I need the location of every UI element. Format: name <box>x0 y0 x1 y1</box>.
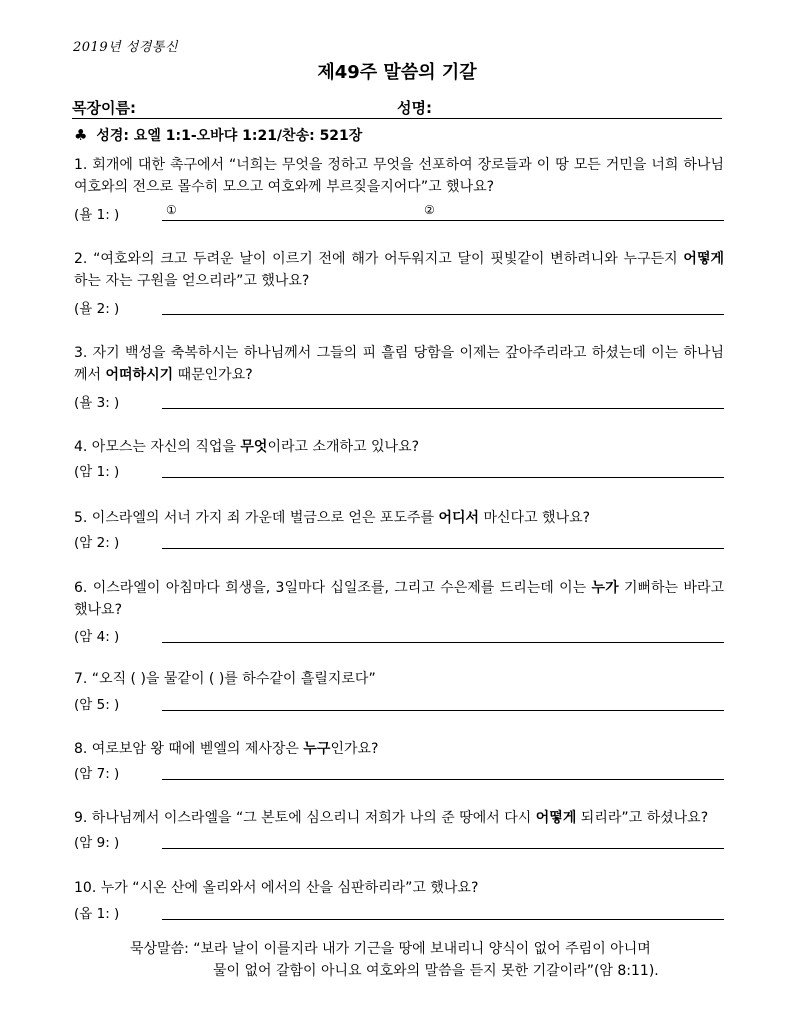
page-title: 제49주 말씀의 기갈 <box>317 62 477 83</box>
memory-verse-line-1: 묵상말씀: “보라 날이 이를지라 내가 기근을 땅에 보내리니 양식이 없어 주림이 아니며 <box>130 941 651 957</box>
answer-3 <box>74 391 724 411</box>
question-5-text-a: 5. 이스라엘의 서너 가지 죄 가운데 벌금으로 얻은 포도주를 <box>74 510 439 526</box>
answer-4 <box>74 460 724 480</box>
answer-3-ref: (욜 3: ) <box>74 395 120 411</box>
answer-1-mark-1: ① <box>166 203 177 217</box>
answer-6-ref: (암 4: ) <box>74 629 120 645</box>
question-4-text-b: 이라고 소개하고 있나요? <box>267 439 420 455</box>
question-3-text-b: 때문인가요? <box>173 367 253 383</box>
answer-10-line[interactable] <box>162 919 724 920</box>
question-6-emphasis: 누가 <box>591 580 619 596</box>
question-5-emphasis: 어디서 <box>438 510 480 526</box>
answer-1-mark-2: ② <box>424 203 435 217</box>
question-8-text-a: 8. 여로보암 왕 때에 벧엘의 제사장은 <box>74 741 304 757</box>
question-2-text-b: 하는 자는 구원을 얻으리라”고 했나요? <box>74 273 310 289</box>
question-9 <box>74 807 724 829</box>
answer-10 <box>74 902 724 922</box>
answer-8 <box>74 762 724 782</box>
question-7 <box>74 668 724 690</box>
answer-6 <box>74 625 724 645</box>
answer-10-ref: (옵 1: ) <box>74 906 120 922</box>
question-5-text-b: 마신다고 했나요? <box>479 510 591 526</box>
answer-2-ref: (욜 2: ) <box>74 301 120 317</box>
header-fields <box>72 96 722 119</box>
question-6 <box>74 577 724 621</box>
year-stamp: 2019년 성경통신 <box>73 40 179 55</box>
pastor-label: 목장이름: <box>72 99 136 117</box>
answer-9-line[interactable] <box>162 848 724 849</box>
answer-3-line[interactable] <box>162 408 724 409</box>
answer-5-ref: (암 2: ) <box>74 535 120 551</box>
memory-verse <box>130 938 730 982</box>
answer-2-line[interactable] <box>162 314 724 315</box>
question-9-text-b: 되리라”고 하셨나요? <box>576 810 709 826</box>
answer-9-ref: (암 9: ) <box>74 835 120 851</box>
question-4-emphasis: 무엇 <box>240 439 268 455</box>
answer-1-ref: (욜 1: ) <box>74 207 120 223</box>
question-9-emphasis: 어떻게 <box>535 810 577 826</box>
question-7-text: 7. “오직 ( )을 물같이 ( )를 하수같이 흘릴지로다” <box>74 671 376 687</box>
question-8-text-b: 인가요? <box>330 741 379 757</box>
question-6-text-b: 기뻐하는 바라고 했나요? <box>74 580 724 618</box>
question-3-text-a: 3. 자기 백성을 축복하시는 하나님께서 그들의 피 흘림 당함을 이제는 갚아주리라고 하셨는데 이는 하나님께서 <box>74 345 724 383</box>
reading-info <box>74 125 362 145</box>
answer-1 <box>74 203 724 223</box>
answer-7-ref: (암 5: ) <box>74 697 120 713</box>
question-5 <box>74 507 724 529</box>
question-2 <box>74 248 724 292</box>
question-4 <box>74 436 724 458</box>
name-label: 성명: <box>397 99 432 117</box>
answer-5-line[interactable] <box>162 548 724 549</box>
question-1 <box>74 154 724 198</box>
answer-2 <box>74 297 724 317</box>
answer-9 <box>74 831 724 851</box>
answer-6-line[interactable] <box>162 642 724 643</box>
answer-4-ref: (암 1: ) <box>74 464 120 480</box>
memory-verse-line-2: 물이 없어 갈함이 아니요 여호와의 말씀을 듣지 못한 기갈이라”(암 8:11). <box>213 963 659 979</box>
question-10-text: 10. 누가 “시온 산에 올리와서 에서의 산을 심판하리라”고 했나요? <box>74 880 479 896</box>
question-8 <box>74 738 724 760</box>
question-10 <box>74 877 724 899</box>
question-1-text: 1. 회개에 대한 촉구에서 “너희는 무엇을 정하고 무엇을 선포하여 장로들과 이 땅 모든 거민을 너희 하나님 여호와의 전으로 몰수히 모으고 여호와께 부르짖을지어다”고 했나요? <box>74 157 724 195</box>
club-icon: ♣ <box>74 126 88 144</box>
answer-8-ref: (암 7: ) <box>74 766 120 782</box>
question-3-emphasis: 어떠하시기 <box>105 367 174 383</box>
question-4-text-a: 4. 아모스는 자신의 직업을 <box>74 439 241 455</box>
answer-8-line[interactable] <box>162 779 724 780</box>
answer-7-line[interactable] <box>162 710 724 711</box>
question-2-emphasis: 어떻게 <box>683 251 724 267</box>
answer-5 <box>74 531 724 551</box>
reading-text: 성경: 요엘 1:1-오바댜 1:21/찬송: 521장 <box>96 128 363 144</box>
answer-4-line[interactable] <box>162 477 724 478</box>
question-9-text-a: 9. 하나님께서 이스라엘을 “그 본토에 심으리니 저희가 나의 준 땅에서 다시 <box>74 810 536 826</box>
answer-7 <box>74 693 724 713</box>
question-2-text-a: 2. “여호와의 크고 두려운 날이 이르기 전에 해가 어두워지고 달이 핏빛같이 변하려니와 누구든지 <box>74 251 684 267</box>
question-8-emphasis: 누구 <box>303 741 331 757</box>
question-6-text-a: 6. 이스라엘이 아침마다 희생을, 3일마다 십일조를, 그리고 수은제를 드리는데 이는 <box>74 580 592 596</box>
answer-1-line[interactable] <box>162 220 724 221</box>
question-3 <box>74 342 724 386</box>
